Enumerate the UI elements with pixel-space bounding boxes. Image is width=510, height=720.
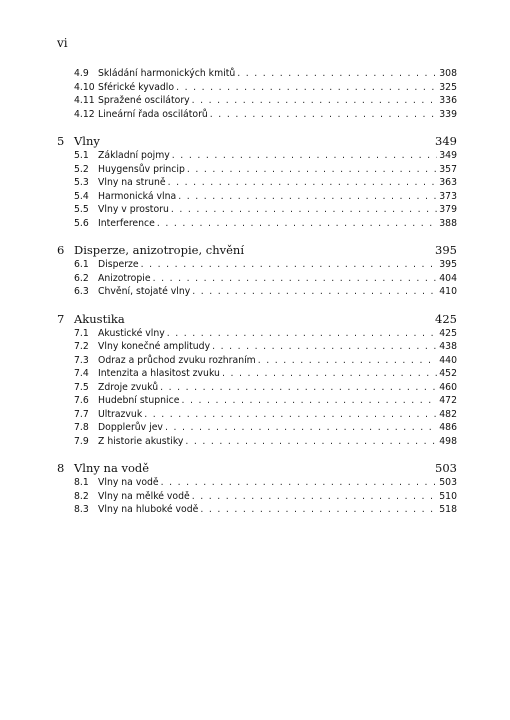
chapter-title: Akustika: [74, 311, 125, 326]
toc-section-entry: [57, 163, 457, 177]
section-title: Vlny na vodě: [98, 477, 159, 488]
toc-section-entry: [57, 476, 457, 490]
section-page: 357: [439, 163, 457, 175]
section-number: 5.4: [74, 190, 89, 202]
section-title: Lineární řada oscilátorů: [98, 108, 208, 120]
section-title: Anizotropie: [98, 272, 151, 284]
toc-section-entry: [57, 108, 457, 122]
toc-section-entry: [57, 176, 457, 190]
section-title: Ultrazvuk: [98, 408, 143, 420]
section-page: 404: [439, 272, 457, 284]
section-title: Chvění, stojaté vlny: [98, 286, 191, 297]
dot-leader: [185, 435, 437, 449]
section-number: 7.7: [74, 408, 89, 420]
section-page: 460: [439, 381, 457, 393]
toc-chapter-entry: [57, 311, 457, 327]
section-page: 308: [439, 68, 457, 79]
dot-leader: [192, 94, 437, 108]
toc-section-entry: [57, 367, 457, 381]
toc-section-entry: [57, 421, 457, 435]
section-title: Z historie akustiky: [98, 435, 184, 447]
section-page: 388: [439, 217, 457, 229]
chapter-number: 5: [57, 134, 65, 148]
section-title: Základní pojmy: [98, 150, 170, 161]
toc-section-entry: [57, 408, 457, 422]
section-number: 8.3: [74, 504, 89, 515]
dot-leader: [176, 81, 437, 95]
dot-leader: [258, 354, 437, 368]
section-title: Vlny konečné amplitudy: [98, 341, 211, 352]
section-page: 379: [439, 204, 457, 215]
toc-section-entry: [57, 503, 457, 517]
dot-leader: [181, 394, 437, 408]
chapter-number: 6: [57, 243, 65, 257]
section-page: 510: [439, 490, 457, 502]
section-title: Interference: [98, 217, 155, 229]
section-title: Disperze: [98, 259, 139, 270]
section-number: 7.6: [74, 395, 89, 406]
section-number: 8.1: [74, 477, 89, 488]
toc-section-entry: [57, 354, 457, 368]
section-number: 5.5: [74, 204, 89, 215]
section-page: 373: [439, 190, 457, 202]
dot-leader: [210, 108, 437, 122]
section-page: 325: [439, 81, 457, 93]
dot-leader: [172, 149, 437, 163]
table-of-contents: [57, 67, 457, 529]
section-number: 4.10: [74, 81, 95, 93]
dot-leader: [160, 381, 437, 395]
toc-section-entry: [57, 190, 457, 204]
section-number: 6.3: [74, 286, 89, 297]
section-number: 7.2: [74, 341, 89, 352]
section-number: 5.3: [74, 177, 89, 188]
section-number: 6.2: [74, 272, 89, 284]
chapter-page: 425: [435, 311, 457, 326]
dot-leader: [192, 490, 437, 504]
chapter-block: [57, 242, 457, 299]
chapter-number: 7: [57, 311, 65, 326]
section-number: 7.5: [74, 381, 89, 393]
dot-leader: [157, 217, 437, 231]
section-page: 336: [439, 95, 457, 106]
chapter-block: [57, 133, 457, 230]
section-page: 363: [439, 177, 457, 188]
toc-section-entry: [57, 272, 457, 286]
section-number: 7.9: [74, 435, 89, 447]
dot-leader: [161, 476, 437, 490]
section-title: Odraz a průchod zvuku rozhraním: [98, 354, 256, 366]
toc-section-entry: [57, 340, 457, 354]
chapter-page: 503: [435, 461, 457, 475]
section-page: 410: [439, 286, 457, 297]
dot-leader: [144, 408, 437, 422]
section-page: 482: [439, 408, 457, 420]
section-title: Akustické vlny: [98, 327, 165, 339]
toc-section-entry: [57, 67, 457, 81]
section-page: 518: [439, 504, 457, 515]
section-title: Vlny na struně: [98, 177, 166, 188]
section-number: 5.2: [74, 163, 89, 175]
page-number: vi: [57, 36, 68, 50]
section-title: Zdroje zvuků: [98, 381, 159, 393]
chapter-number: 8: [57, 461, 65, 475]
section-title: Skládání harmonických kmitů: [98, 68, 236, 79]
section-title: Dopplerův jev: [98, 422, 163, 433]
dot-leader: [212, 340, 437, 354]
section-number: 5.6: [74, 217, 89, 229]
section-page: 452: [439, 368, 457, 379]
chapter-list: [57, 133, 457, 517]
section-number: 4.9: [74, 68, 89, 79]
section-page: 395: [439, 259, 457, 270]
dot-leader: [165, 421, 437, 435]
toc-section-entry: [57, 435, 457, 449]
section-number: 7.1: [74, 327, 89, 339]
section-page: 425: [439, 327, 457, 339]
section-number: 7.8: [74, 422, 89, 433]
toc-section-entry: [57, 203, 457, 217]
dot-leader: [178, 190, 437, 204]
toc-section-entry: [57, 217, 457, 231]
toc-section-entry: [57, 285, 457, 299]
section-title: Vlny na mělké vodě: [98, 490, 190, 502]
dot-leader: [187, 163, 437, 177]
section-title: Sférické kyvadlo: [98, 81, 175, 93]
dot-leader: [237, 67, 437, 81]
section-number: 7.3: [74, 354, 89, 366]
section-title: Vlny v prostoru: [98, 204, 169, 215]
section-page: 339: [439, 108, 457, 120]
section-title: Hudební stupnice: [98, 395, 180, 406]
toc-section-entry: [57, 394, 457, 408]
dot-leader: [192, 285, 437, 299]
chapter-title: Vlny: [74, 134, 100, 148]
chapter-title: Vlny na vodě: [74, 461, 150, 475]
section-page: 472: [439, 395, 457, 406]
dot-leader: [153, 272, 437, 286]
section-title: Intenzita a hlasitost zvuku: [98, 368, 220, 379]
section-page: 349: [439, 150, 457, 161]
chapter-page: 395: [435, 243, 457, 257]
section-number: 5.1: [74, 150, 89, 161]
toc-section-entry: [57, 149, 457, 163]
toc-section-entry: [57, 94, 457, 108]
dot-leader: [171, 203, 437, 217]
section-number: 8.2: [74, 490, 89, 502]
section-number: 4.11: [74, 95, 95, 106]
toc-section-entry: [57, 381, 457, 395]
chapter-block: [57, 311, 457, 449]
toc-chapter-entry: [57, 460, 457, 476]
dot-leader: [222, 367, 437, 381]
section-number: 6.1: [74, 259, 89, 270]
section-page: 440: [439, 354, 457, 366]
toc-section-entry: [57, 258, 457, 272]
toc-chapter-entry: [57, 133, 457, 149]
section-page: 486: [439, 422, 457, 433]
section-number: 4.12: [74, 108, 95, 120]
continued-sections: [57, 67, 457, 121]
dot-leader: [168, 176, 437, 190]
section-number: 7.4: [74, 368, 89, 379]
section-title: Harmonická vlna: [98, 190, 177, 202]
section-title: Spražené oscilátory: [98, 95, 190, 106]
section-page: 438: [439, 341, 457, 352]
toc-section-entry: [57, 490, 457, 504]
toc-chapter-entry: [57, 242, 457, 258]
section-page: 503: [439, 477, 457, 488]
chapter-title: Disperze, anizotropie, chvění: [74, 243, 244, 257]
toc-section-entry: [57, 327, 457, 341]
dot-leader: [200, 503, 437, 517]
dot-leader: [141, 258, 437, 272]
chapter-block: [57, 460, 457, 517]
section-page: 498: [439, 435, 457, 447]
section-title: Vlny na hluboké vodě: [98, 504, 199, 515]
dot-leader: [167, 327, 437, 341]
section-title: Huygensův princip: [98, 163, 185, 175]
chapter-page: 349: [435, 134, 457, 148]
toc-section-entry: [57, 81, 457, 95]
